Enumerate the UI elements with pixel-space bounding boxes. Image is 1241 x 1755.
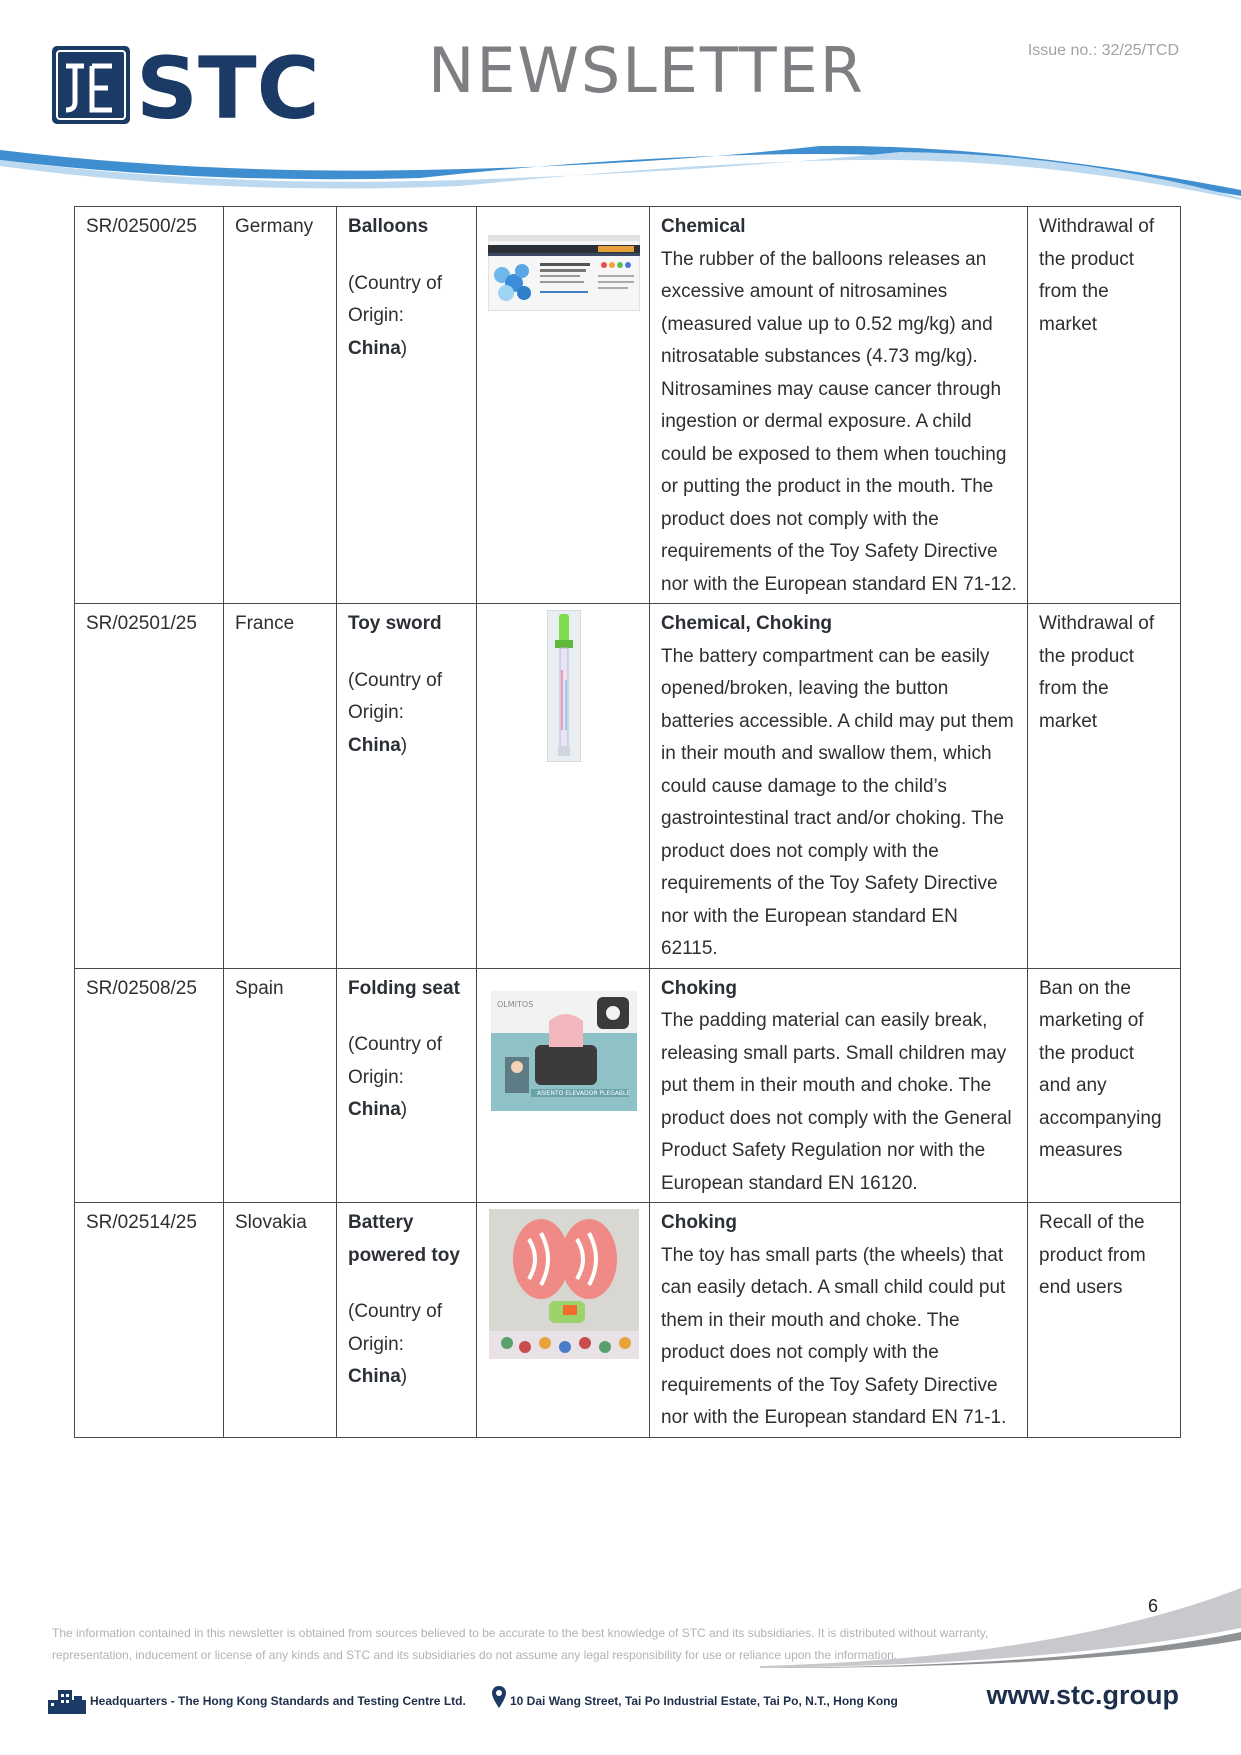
table-row	[75, 207, 1181, 604]
product-cell	[337, 604, 477, 969]
battery-powered-toy-photo	[489, 1209, 639, 1359]
hazard-title: Choking	[661, 977, 737, 999]
origin-value: China	[348, 337, 401, 359]
product-cell	[337, 968, 477, 1203]
country: Spain	[224, 968, 337, 1203]
hazard-title: Chemical	[661, 216, 746, 237]
country: Germany	[224, 207, 337, 604]
product-name: Balloons	[348, 216, 429, 237]
folding-seat-photo	[491, 991, 637, 1111]
hazard-description: The battery compartment can be easily opened/broken, leaving the button batteries accessible. A child may put them in their mouth and swallow them, which could cause damage to the child’s gastrointestinal tract and/or choking. The product does not comply with the requirements of the Toy Safety Directive nor with the European standard EN 62115.	[661, 645, 1014, 959]
origin-close: )	[400, 1099, 408, 1120]
product-name: Toy sword	[348, 613, 442, 634]
logo-text: STC	[136, 44, 320, 126]
origin-value: China	[348, 1366, 401, 1387]
hazard-description: The rubber of the balloons releases an excessive amount of nitrosamines (measured value up to 0.52 mg/kg) and nitrosatable substances (4.73 mg/kg). Nitrosamines may cause cancer through ingestion or dermal exposure. A child could be exposed to them when touching or putting the product in the mouth. The product does not comply with the requirements of the Toy Safety Directive nor with the European standard EN 71-12.	[661, 248, 1017, 595]
image-caption: ASIENTO ELEVADOR PLEGABLE	[536, 1089, 630, 1097]
origin-value: China	[348, 1099, 401, 1120]
origin-label: (Country of Origin:	[348, 272, 442, 326]
balloons-webpage-photo	[488, 235, 640, 311]
toy-sword-photo	[547, 610, 581, 762]
reference-number: SR/02508/25	[75, 968, 224, 1203]
product-name: Folding seat	[348, 977, 460, 999]
headquarters-text: Headquarters - The Hong Kong Standards and Testing Centre Ltd.	[90, 1694, 466, 1708]
alerts-table	[74, 206, 1181, 1438]
svg-text:OLMITOS: OLMITOS	[496, 999, 533, 1009]
product-name: Battery powered toy	[348, 1212, 460, 1266]
product-cell	[337, 1203, 477, 1438]
table-row	[75, 1203, 1181, 1438]
address-text: 10 Dai Wang Street, Tai Po Industrial Estate, Tai Po, N.T., Hong Kong	[510, 1694, 898, 1708]
hazard-description: The padding material can easily break, releasing small parts. Small children may put them in their mouth and choke. The product does not comply with the General Product Safety Regulation nor with the European standard EN 16120.	[661, 1010, 1012, 1194]
newsletter-title: NEWSLETTER	[428, 34, 865, 107]
reference-number: SR/02500/25	[75, 207, 224, 604]
table-row	[75, 968, 1181, 1203]
hazard-description: The toy has small parts (the wheels) that can easily detach. A small child could put them in their mouth and choke. The product does not comply with the requirements of the Toy Safety Directive nor with the European standard EN 71-1.	[661, 1244, 1007, 1428]
header-swoosh	[0, 140, 1241, 200]
origin-value: China	[348, 734, 401, 756]
hazard-cell	[650, 207, 1028, 604]
product-image-cell	[477, 604, 650, 969]
origin-label: (Country of Origin:	[348, 669, 442, 723]
hazard-title: Chemical, Choking	[661, 613, 833, 634]
hazard-cell	[650, 968, 1028, 1203]
origin-close: )	[400, 734, 408, 756]
product-cell	[337, 207, 477, 604]
country: France	[224, 604, 337, 969]
product-image-cell	[477, 1203, 650, 1438]
issue-number: Issue no.: 32/25/TCD	[1027, 42, 1179, 59]
stc-logo	[52, 44, 350, 126]
hazard-cell	[650, 604, 1028, 969]
hazard-cell	[650, 1203, 1028, 1438]
origin-label: (Country of Origin:	[348, 1301, 442, 1355]
measure: Ban on the marketing of the product and any accompanying measures	[1028, 968, 1181, 1203]
page-number: 6	[1148, 1596, 1159, 1616]
measure: Withdrawal of the product from the market	[1028, 604, 1181, 969]
table-row	[75, 604, 1181, 969]
building-icon	[48, 1688, 86, 1714]
measure: Recall of the product from end users	[1028, 1203, 1181, 1438]
country: Slovakia	[224, 1203, 337, 1438]
disclaimer: The information contained in this newsletter is obtained from sources believed to be accurate to the best knowledge of STC and its subsidiaries. It is distributed without warranty, representation, inducement or license of any kinds and STC and its subsidiaries do not assume any legal responsibility for use or reliance upon the information.	[52, 1626, 989, 1662]
reference-number: SR/02514/25	[75, 1203, 224, 1438]
measure: Withdrawal of the product from the market	[1028, 207, 1181, 604]
origin-label: (Country of Origin:	[348, 1034, 442, 1088]
origin-close: )	[400, 337, 408, 359]
reference-number: SR/02501/25	[75, 604, 224, 969]
hazard-title: Choking	[661, 1212, 737, 1233]
product-image-cell	[477, 207, 650, 604]
product-image-cell	[477, 968, 650, 1203]
origin-close: )	[400, 1366, 408, 1387]
map-pin-icon	[492, 1686, 506, 1708]
website-link[interactable]: www.stc.group	[986, 1680, 1179, 1710]
